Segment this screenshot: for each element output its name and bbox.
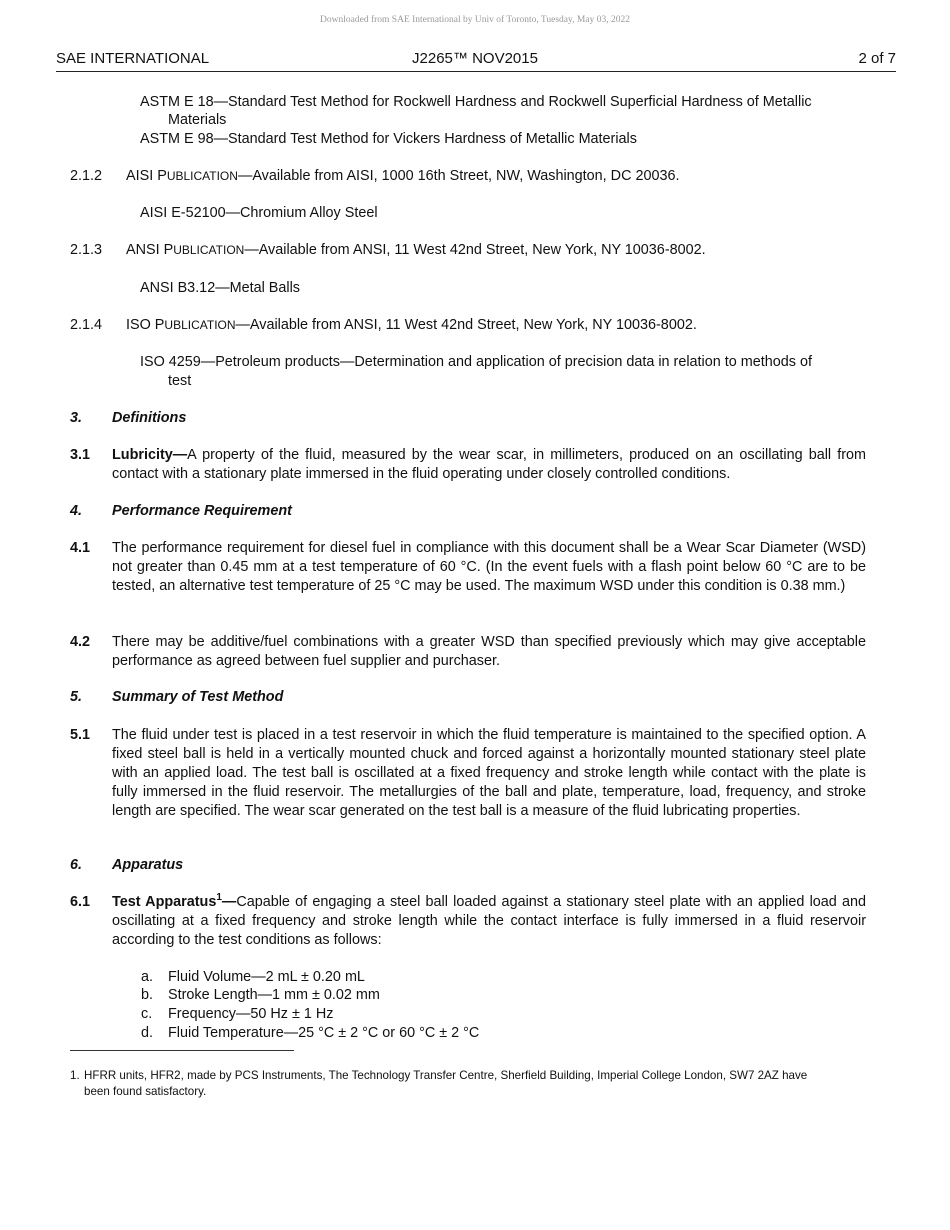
footnote-text: HFRR units, HFR2, made by PCS Instruments, The Technology Transfer Centre, Sherfield Building, Imperial College London, SW7 2AZ have — [84, 1069, 808, 1082]
ref-astm-e98: ASTM E 98—Standard Test Method for Vickers Hardness of Metallic Materials — [140, 131, 637, 147]
footnote-rule — [70, 1050, 294, 1051]
header-page-number: 2 of 7 — [858, 50, 896, 67]
list-item: Fluid Volume—2 mL ± 0.20 mL — [168, 969, 365, 985]
footnote-ref: 1 — [216, 892, 222, 904]
list-item-label: b. — [141, 987, 154, 1003]
footnote-text-cont: been found satisfactory. — [84, 1085, 207, 1098]
clause-5-1-text: The fluid under test is placed in a test reservoir in which the fluid temperature is maintained to the specified option. A fixed steel ball is held in a vertically mounted chuck and forced against a horizontally mounted stationary steel plate with an applied load. The test ball is oscillated at a fixed frequency and stroke length while contact with the plate is fully immersed in the fluid reservoir. The metallurgies of the ball and plate, temperature, load, frequency, and stroke length are specified. The wear scar generated on the test ball is a measure of the fluid lubricating properties. — [112, 727, 866, 819]
clause-4-1-text: The performance requirement for diesel fuel in compliance with this document shall be a Wear Scar Diameter (WSD) not greater than 0.45 mm at a test temperature of 60 °C. (In the event fuels with a flash point below 60 °C are to be tested, an alternative test temperature of 25 °C may be used. The maximum WSD under this condition is 0.38 mm.) — [112, 540, 866, 594]
section-number-2-1-4: 2.1.4 — [70, 317, 103, 333]
section-number-3: 3. — [70, 410, 83, 426]
list-item-label: a. — [141, 969, 154, 985]
section-number-6: 6. — [70, 857, 83, 873]
clause-4-2-text: There may be additive/fuel combinations with a greater WSD than specified previously which may give acceptable performance as agreed between fuel supplier and purchaser. — [112, 634, 866, 669]
section-number-5: 5. — [70, 689, 83, 705]
section-5-title: Summary of Test Method — [112, 689, 284, 705]
header-document-id: J2265™ NOV2015 — [412, 50, 538, 67]
ref-astm-e18: ASTM E 18—Standard Test Method for Rockwell Hardness and Rockwell Superficial Hardness of Metallic — [140, 94, 812, 110]
clause-number-4-2: 4.2 — [70, 634, 91, 650]
section-4-title: Performance Requirement — [112, 503, 292, 519]
section-number-4: 4. — [70, 503, 83, 519]
footnote-number: 1. — [70, 1069, 80, 1082]
ref-aisi-e52100: AISI E-52100—Chromium Alloy Steel — [140, 205, 378, 221]
ref-iso-4259: ISO 4259—Petroleum products—Determination and application of precision data in relation to methods of — [140, 354, 812, 370]
section-2-1-3-heading: ANSI PUBLICATION—Available from ANSI, 11 West 42nd Street, New York, NY 10036-8002. — [126, 242, 706, 258]
clause-6-1-text: Test Apparatus$^1$—Capable of engaging a steel ball loaded against a stationary steel plate with an applied load and oscillating at a fixed frequency and stroke length while the contact interface is fully immersed in a fluid reservoir according to the test conditions as follows: — [112, 892, 866, 948]
ref-iso-4259-cont: test — [168, 373, 192, 389]
section-number-2-1-2: 2.1.2 — [70, 168, 103, 184]
section-3-title: Definitions — [112, 410, 187, 426]
clause-number-5-1: 5.1 — [70, 727, 91, 743]
ref-ansi-b3-12: ANSI B3.12—Metal Balls — [140, 280, 300, 296]
download-notice: Downloaded from SAE International by Univ of Toronto, Tuesday, May 03, 2022 — [320, 15, 630, 25]
clause-3-1-text: Lubricity—A property of the fluid, measured by the wear scar, in millimeters, produced on an oscillating ball from contact with a stationary plate immersed in the fluid operating under closely controlled conditions. — [112, 447, 866, 482]
list-item-label: d. — [141, 1025, 154, 1041]
header-publisher: SAE INTERNATIONAL — [56, 50, 210, 67]
clause-number-6-1: 6.1 — [70, 894, 91, 910]
header-rule — [56, 71, 896, 72]
list-item-label: c. — [141, 1006, 153, 1022]
clause-number-3-1: 3.1 — [70, 447, 91, 463]
section-number-2-1-3: 2.1.3 — [70, 242, 103, 258]
list-item: Stroke Length—1 mm ± 0.02 mm — [168, 987, 380, 1003]
list-item: Frequency—50 Hz ± 1 Hz — [168, 1006, 334, 1022]
ref-astm-e18-cont: Materials — [168, 112, 227, 128]
section-6-title: Apparatus — [112, 857, 184, 873]
clause-number-4-1: 4.1 — [70, 540, 91, 556]
list-item: Fluid Temperature—25 °C ± 2 °C or 60 °C ± 2 °C — [168, 1025, 480, 1041]
section-2-1-4-heading: ISO PUBLICATION—Available from ANSI, 11 West 42nd Street, New York, NY 10036-8002. — [126, 317, 697, 333]
section-2-1-2-heading: AISI PUBLICATION—Available from AISI, 1000 16th Street, NW, Washington, DC 20036. — [126, 168, 680, 184]
